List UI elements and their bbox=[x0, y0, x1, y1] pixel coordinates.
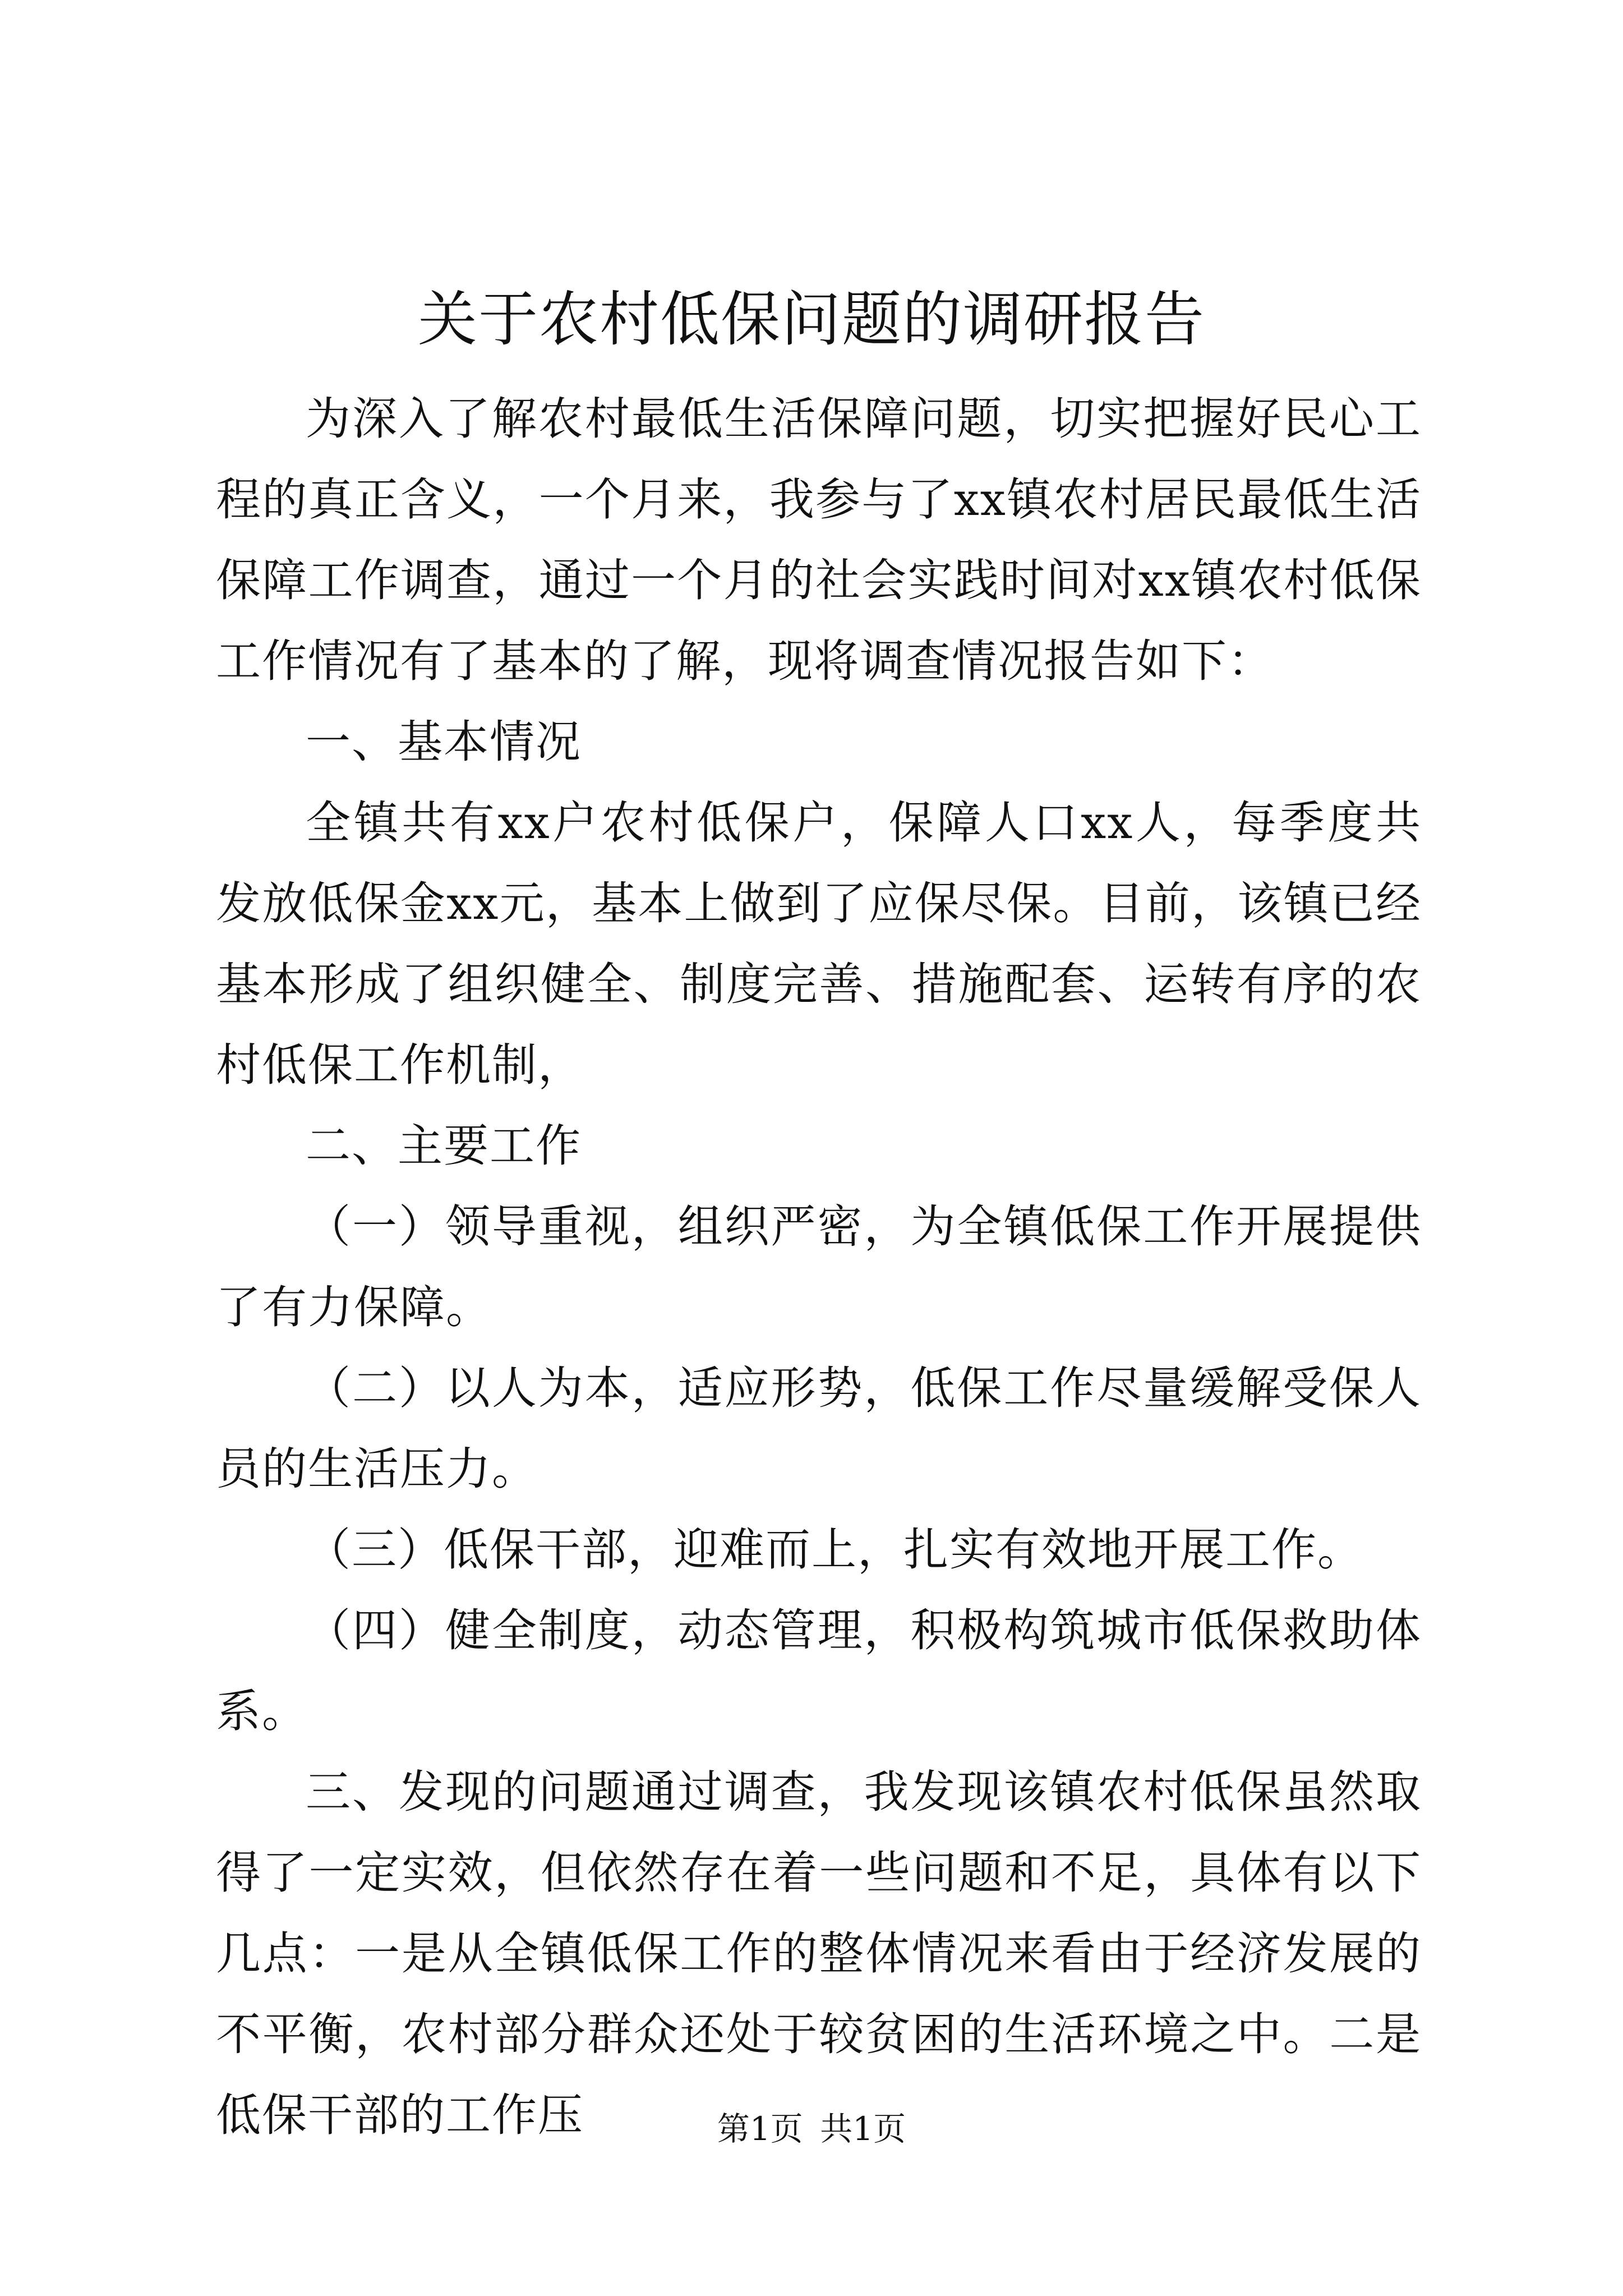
document-body bbox=[216, 379, 1422, 2156]
paragraph-work-item-3: （三）低保干部，迎难而上，扎实有效地开展工作。 bbox=[306, 1524, 1363, 1576]
document-title: 关于农村低保问题的调研报告 bbox=[418, 285, 1205, 354]
heading-basic-situation: 一、基本情况 bbox=[306, 716, 582, 768]
page-total: 共1页 bbox=[820, 2110, 906, 2148]
paragraph-intro: 为深入了解农村最低生活保障问题，切实把握好民心工程的真正含义，一个月来，我参与了xx镇农村居民最低生活保障工作调查，通过一个月的社会实践时间对xx镇农村低保工作情况有了基本的了解，现将调查情况报告如下： bbox=[216, 393, 1422, 687]
heading-main-work: 二、主要工作 bbox=[306, 1120, 582, 1172]
page-number: 第1页 bbox=[717, 2110, 803, 2148]
page-footer bbox=[0, 2106, 1623, 2151]
paragraph-problems: 三、发现的问题通过调查，我发现该镇农村低保虽然取得了一定实效，但依然存在着一些问题和不足，具体有以下几点：一是从全镇低保工作的整体情况来看由于经济发展的不平衡，农村部分群众还处于较贫困的生活环境之中。二是低保干部的工作压 bbox=[216, 1766, 1422, 2141]
paragraph-work-item-4: （四）健全制度，动态管理，积极构筑城市低保救助体系。 bbox=[216, 1604, 1422, 1737]
paragraph-basic-situation: 全镇共有xx户农村低保户，保障人口xx人，每季度共发放低保金xx元，基本上做到了应保尽保。目前，该镇已经基本形成了组织健全、制度完善、措施配套、运转有序的农村低保工作机制， bbox=[216, 797, 1422, 1091]
paragraph-work-item-2: （二）以人为本，适应形势，低保工作尽量缓解受保人员的生活压力。 bbox=[216, 1362, 1422, 1495]
paragraph-work-item-1: （一）领导重视，组织严密，为全镇低保工作开展提供了有力保障。 bbox=[216, 1200, 1422, 1333]
